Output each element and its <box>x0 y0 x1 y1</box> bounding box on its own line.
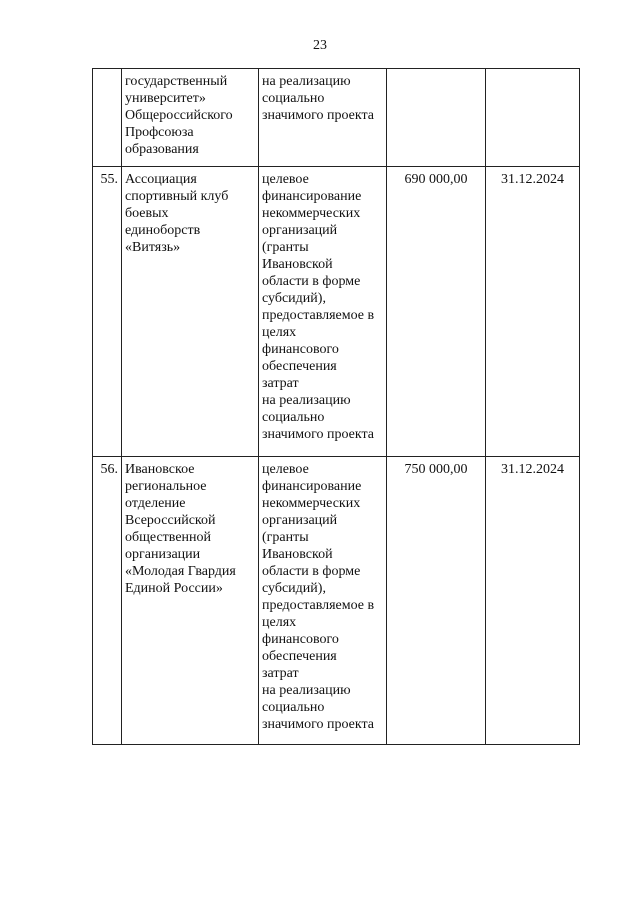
purpose-cell <box>259 457 387 745</box>
amount-cell <box>387 167 486 457</box>
grants-table <box>92 68 580 745</box>
grant-purpose: на реализацию социально значимого проекта <box>262 74 374 123</box>
grant-amount: 690 000,00 <box>404 172 468 187</box>
organization-cell <box>122 457 259 745</box>
date-cell <box>486 167 580 457</box>
purpose-cell <box>259 69 387 167</box>
row-number-cell <box>93 457 122 745</box>
purpose-cell <box>259 167 387 457</box>
grant-amount: 750 000,00 <box>404 462 468 477</box>
amount-cell <box>387 457 486 745</box>
table-row <box>93 69 580 167</box>
row-number-cell <box>93 167 122 457</box>
deadline-date: 31.12.2024 <box>501 462 564 477</box>
organization-name: Ивановское региональное отделение Всероссийской общественной организации «Молодая Гвардия Единой России» <box>125 462 236 596</box>
organization-cell <box>122 167 259 457</box>
organization-name: Ассоциация спортивный клуб боевых единоборств «Витязь» <box>125 172 229 255</box>
grant-purpose: целевое финансирование некоммерческих организаций (гранты Ивановской области в форме субсидий), предоставляемое в целях финансового обеспечения затрат на реализацию социально значимого проекта <box>262 462 375 732</box>
row-number-cell <box>93 69 122 167</box>
row-number: 55. <box>100 172 118 187</box>
organization-name: государственный университет» Общероссийского Профсоюза образования <box>125 74 233 157</box>
deadline-date: 31.12.2024 <box>501 172 564 187</box>
date-cell <box>486 457 580 745</box>
row-number: 56. <box>100 462 118 477</box>
table-row <box>93 457 580 745</box>
organization-cell <box>122 69 259 167</box>
table-row <box>93 167 580 457</box>
date-cell <box>486 69 580 167</box>
page-number: 23 <box>313 38 327 53</box>
amount-cell <box>387 69 486 167</box>
grant-purpose: целевое финансирование некоммерческих организаций (гранты Ивановской области в форме субсидий), предоставляемое в целях финансового обеспечения затрат на реализацию социально значимого проекта <box>262 172 375 442</box>
